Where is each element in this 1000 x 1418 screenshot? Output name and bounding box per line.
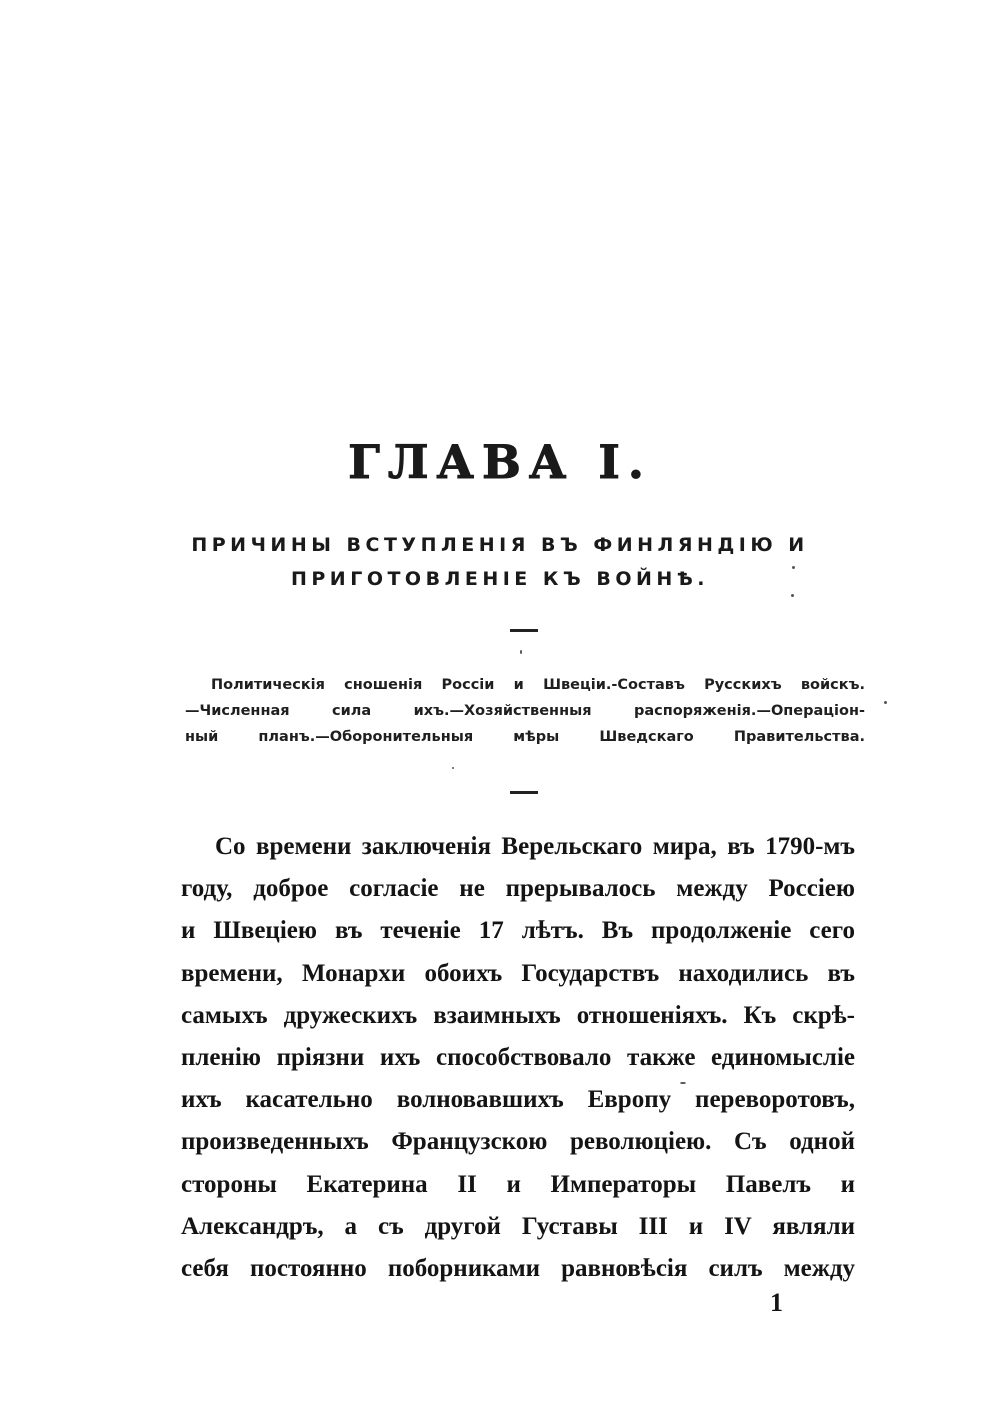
body-line: стороны Екатерина II и Императоры Павелъ и	[181, 1170, 855, 1198]
scan-speck	[680, 1082, 686, 1084]
section-divider	[510, 791, 538, 794]
scan-speck	[791, 594, 794, 597]
chapter-summary	[185, 672, 865, 750]
section-divider	[510, 629, 538, 632]
body-line: и Швеціею въ теченіе 17 лѣтъ. Въ продолженіе сего	[181, 917, 855, 945]
summary-line: Политическія сношенія Россіи и Швеціи.-Составъ Русскихъ войскъ.	[211, 677, 865, 693]
scan-speck	[452, 767, 454, 769]
body-line: Александръ, а съ другой Густавы III и IV являли	[181, 1212, 855, 1240]
body-line: самыхъ дружескихъ взаимныхъ отношеніяхъ. Къ скрѣ-	[181, 1001, 855, 1029]
body-line: времени, Монархи обоихъ Государствъ находились въ	[181, 959, 855, 987]
body-line: Со времени заключенія Верельскаго мира, въ 1790-мъ	[215, 833, 855, 860]
scan-speck	[520, 650, 522, 654]
subtitle-line: ПРИЧИНЫ ВСТУПЛЕНІЯ ВЪ ФИНЛЯНДІЮ И	[191, 534, 809, 556]
body-line: произведенныхъ Французскою революціею. Съ одной	[181, 1128, 855, 1156]
body-line: себя постоянно поборниками равновѣсія силъ между	[181, 1255, 855, 1283]
subtitle-line: ПРИГОТОВЛЕНІЕ КЪ ВОЙНѢ.	[290, 568, 710, 590]
scan-speck	[792, 566, 795, 569]
body-line: ихъ касательно волновавшихъ Европу переворотовъ,	[181, 1086, 855, 1114]
scan-speck	[884, 701, 887, 704]
body-paragraph	[181, 826, 855, 1290]
summary-line: —Численная сила ихъ.—Хозяйственныя распоряженія.—Операціон-	[185, 703, 865, 719]
chapter-title: ГЛАВА I.	[348, 435, 652, 489]
page-number: 1	[770, 1288, 783, 1317]
body-line: году, доброе согласіе не прерывалось между Россіею	[181, 875, 855, 903]
chapter-subtitle	[150, 528, 850, 596]
body-line: пленію пріязни ихъ способствовало также единомысліе	[181, 1044, 855, 1072]
summary-line: ный планъ.—Оборонительныя мѣры Шведскаго Правительства.	[185, 729, 865, 745]
